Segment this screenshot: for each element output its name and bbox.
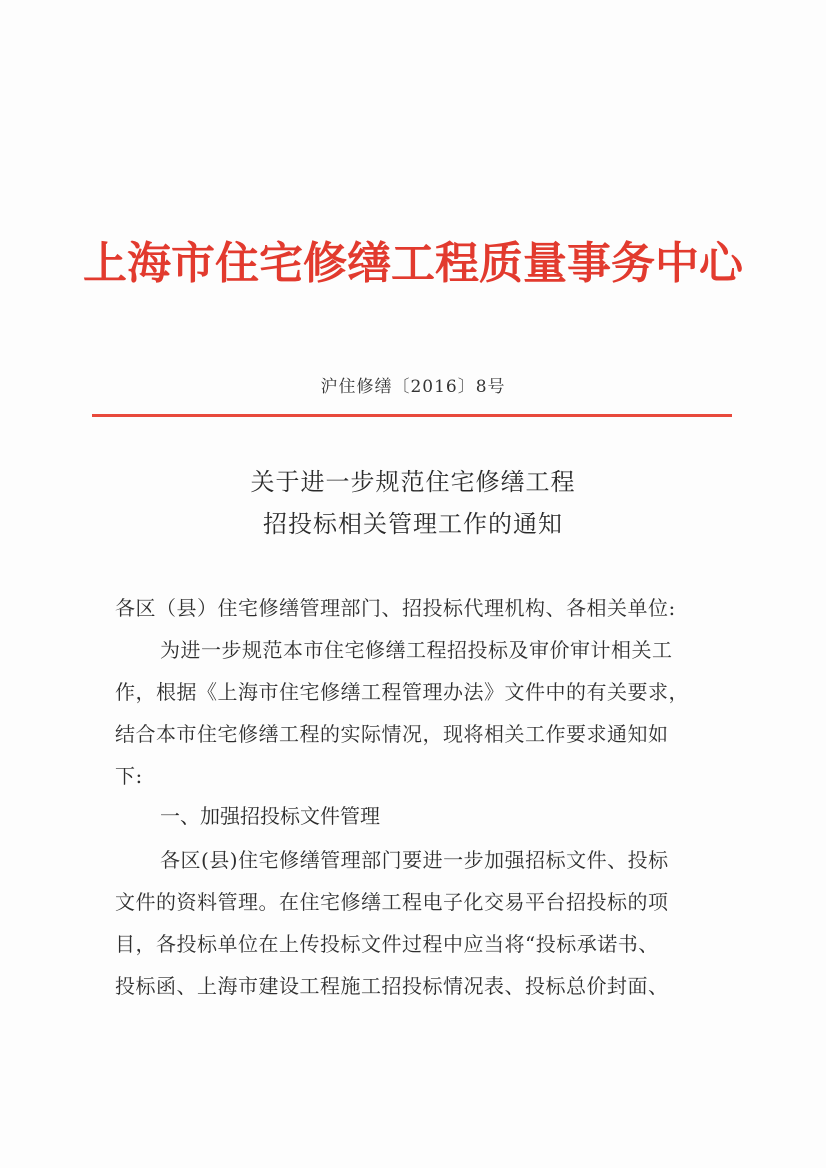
paragraph-line: 结合本市住宅修缮工程的实际情况，现将相关工作要求通知如 — [115, 722, 669, 746]
paragraph-line: 各区(县)住宅修缮管理部门要进一步加强招标文件、投标 — [160, 848, 669, 872]
document-number: 沪住修缮〔2016〕8号 — [320, 377, 506, 397]
organization-header: 上海市住宅修缮工程质量事务中心 — [83, 238, 743, 289]
section-heading: 一、加强招投标文件管理 — [160, 804, 380, 828]
paragraph-line: 下: — [115, 764, 143, 788]
red-divider — [92, 414, 732, 417]
notice-title-line-2: 招投标相关管理工作的通知 — [263, 510, 563, 538]
paragraph-line: 投标函、上海市建设工程施工招投标情况表、投标总价封面、 — [115, 974, 669, 998]
notice-title-line-1: 关于进一步规范住宅修缮工程 — [250, 468, 576, 496]
paragraph-line: 文件的资料管理。在住宅修缮工程电子化交易平台招投标的项 — [115, 890, 669, 914]
paragraph-line: 作，根据《上海市住宅修缮工程管理办法》文件中的有关要求， — [115, 680, 689, 704]
paragraph-line: 为进一步规范本市住宅修缮工程招投标及审价审计相关工 — [160, 638, 673, 662]
paragraph-line: 目，各投标单位在上传投标文件过程中应当将“投标承诺书、 — [115, 932, 659, 956]
salutation: 各区（县）住宅修缮管理部门、招投标代理机构、各相关单位: — [115, 596, 676, 620]
